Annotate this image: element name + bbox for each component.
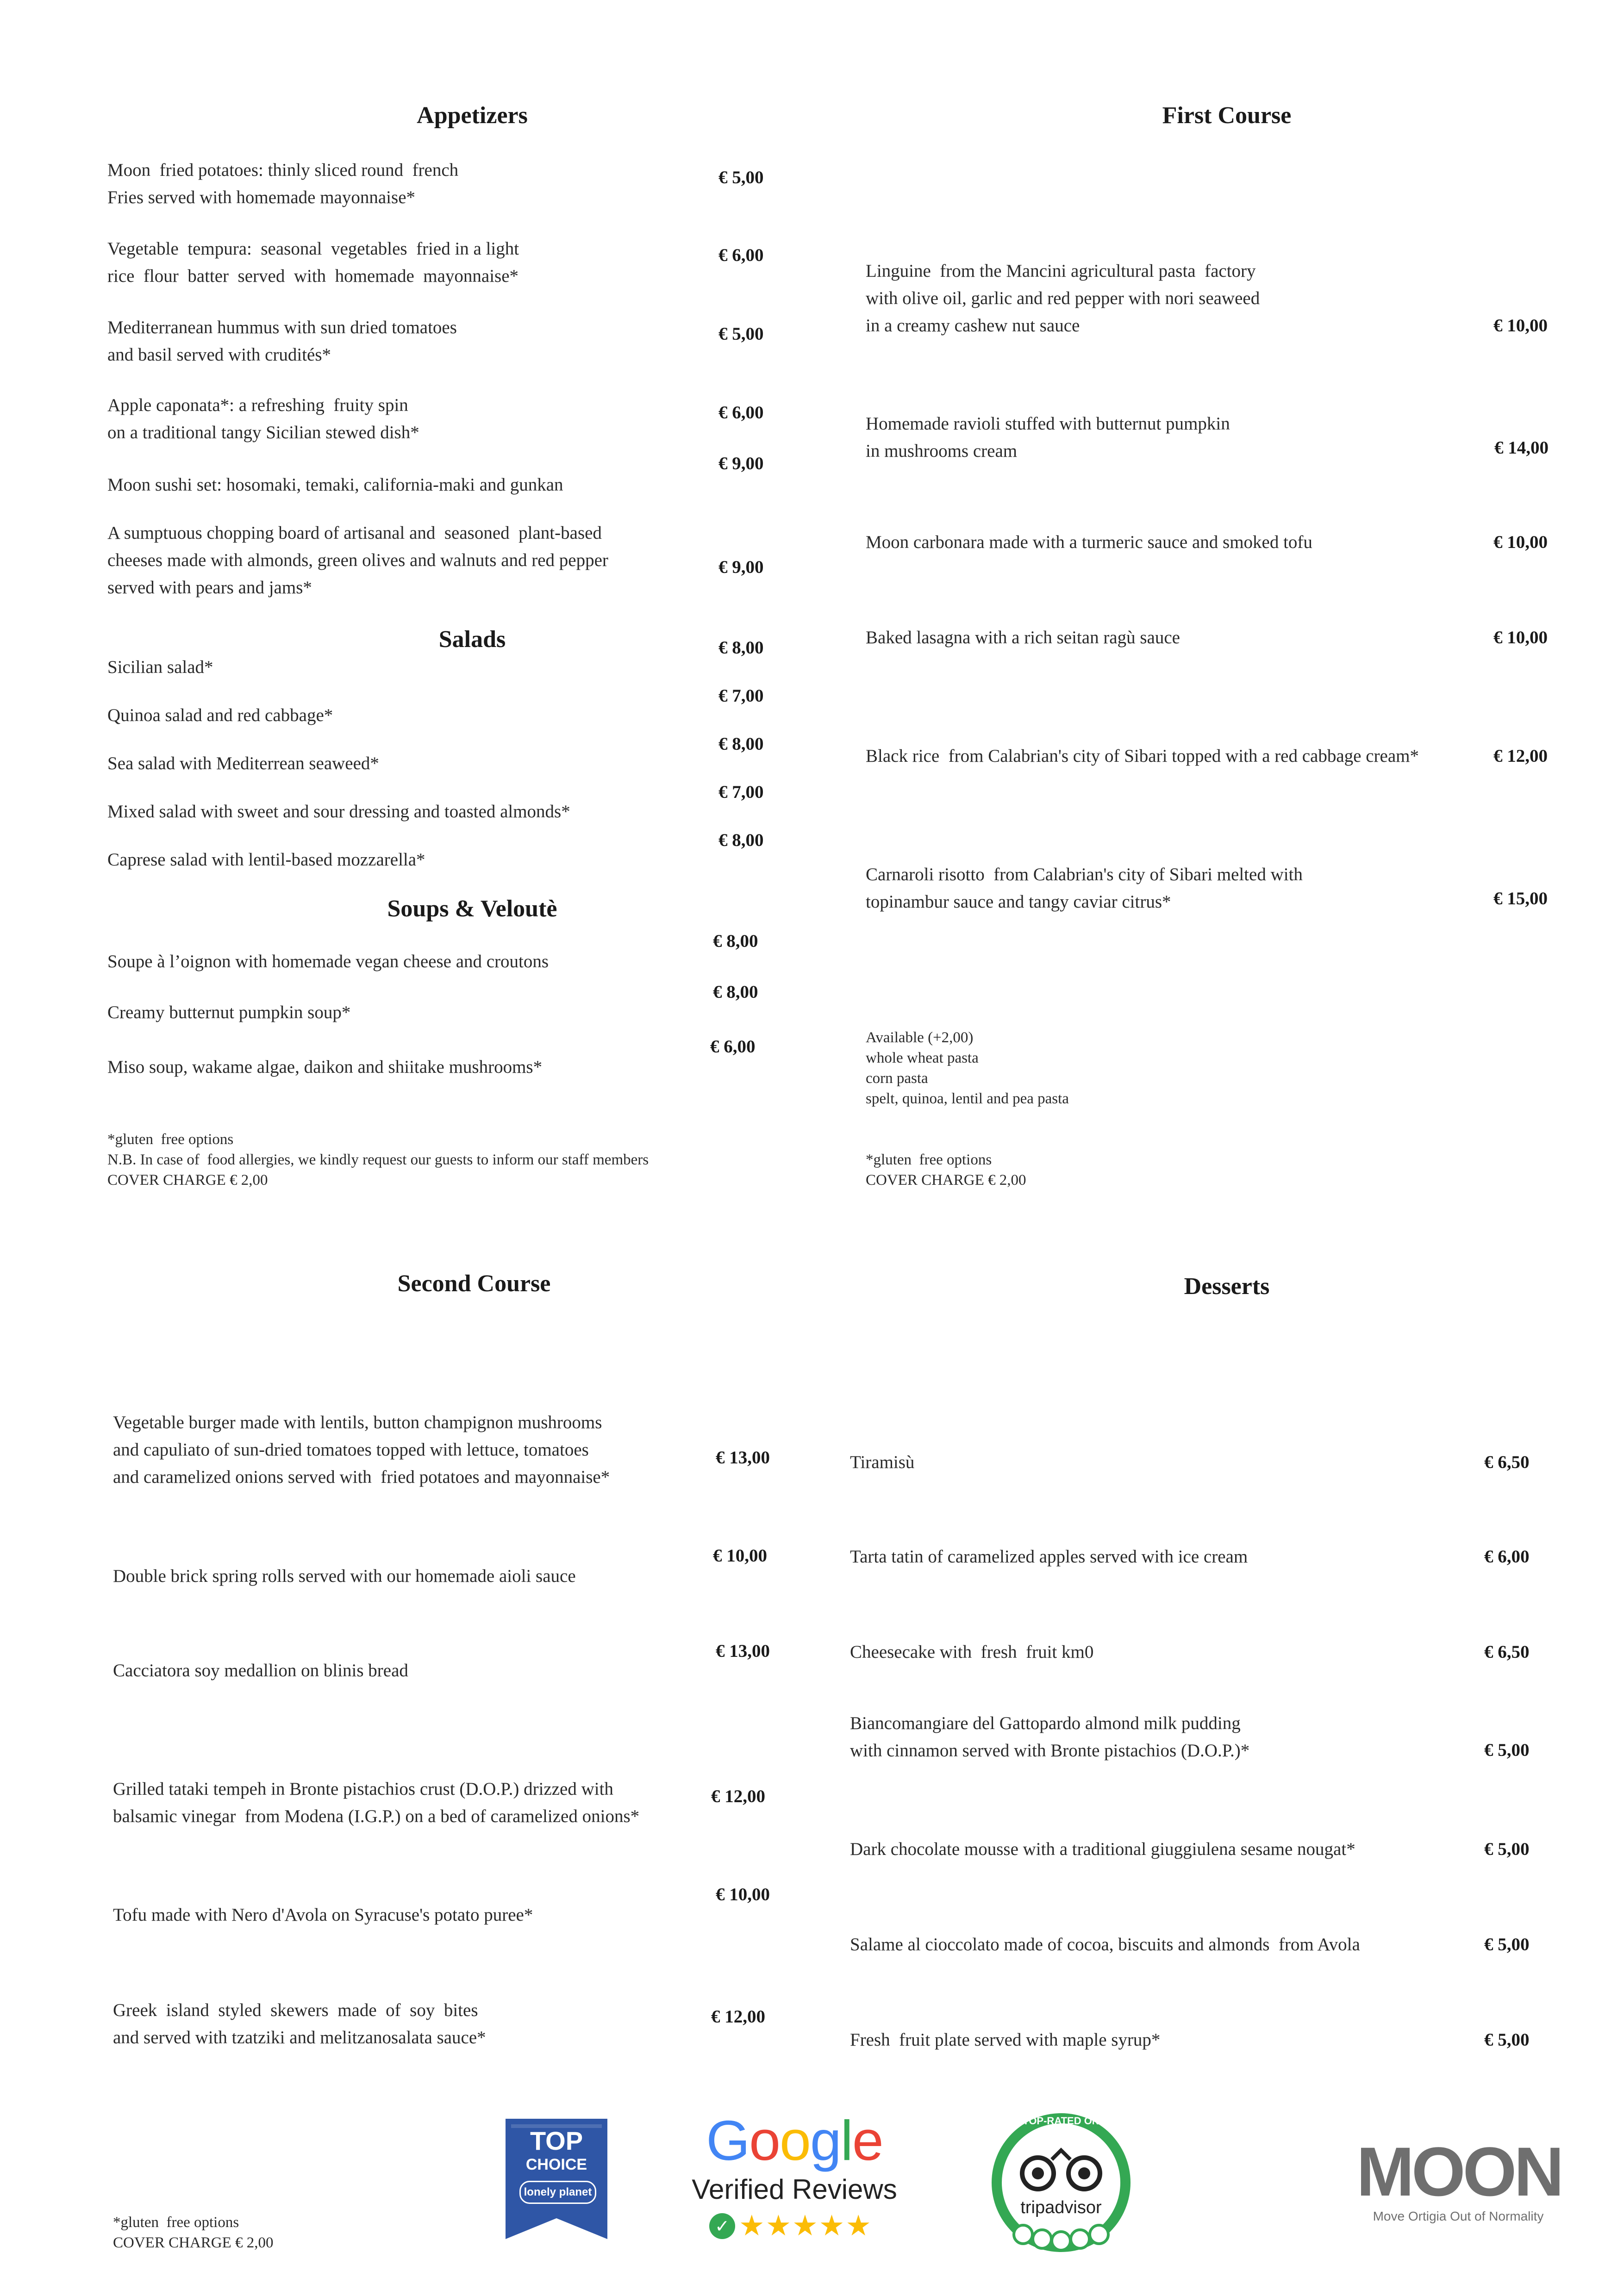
dessert-desc: Salame al cioccolato made of cocoa, biscuits and almonds from Avola xyxy=(850,1935,1360,1954)
lonely-planet-top: TOP xyxy=(530,2126,583,2155)
second-course-desc: Cacciatora soy medallion on blinis bread xyxy=(113,1661,408,1680)
soups-title: Soups & Veloutè xyxy=(387,896,557,922)
soup-desc: Miso soup, wakame algae, daikon and shiitake mushrooms* xyxy=(107,1057,543,1077)
second-course-price: € 10,00 xyxy=(716,1885,770,1904)
first-course-price: € 10,00 xyxy=(1493,628,1548,647)
second-course-price: € 10,00 xyxy=(713,1546,767,1566)
dessert-desc: Tarta tatin of caramelized apples served with ice cream xyxy=(850,1547,1248,1567)
appetizer-desc: A sumptuous chopping board of artisanal and seasoned plant-based cheeses made with almonds, green olives and walnuts and red pepper served with pears and jams* xyxy=(107,523,608,597)
google-verified-caption: Verified Reviews xyxy=(692,2174,897,2205)
first-course-price: € 12,00 xyxy=(1493,746,1548,766)
dessert-desc: Cheesecake with fresh fruit km0 xyxy=(850,1642,1094,1662)
first-course-price: € 15,00 xyxy=(1493,889,1548,908)
dessert-desc: Tiramisù xyxy=(850,1452,915,1472)
lonely-planet-badge xyxy=(506,2119,607,2239)
second-course-desc: Vegetable burger made with lentils, button champignon mushrooms and capuliato of sun-dried tomatoes topped with lettuce, tomatoes and caramelized onions served with fried potatoes and mayonnaise* xyxy=(113,1412,610,1487)
salad-desc: Sicilian salad* xyxy=(107,657,213,677)
dessert-price: € 5,00 xyxy=(1484,2030,1530,2050)
pasta-options-note: Available (+2,00) whole wheat pasta corn pasta spelt, quinoa, lentil and pea pasta xyxy=(866,1029,1069,1107)
moon-wordmark: MOON xyxy=(1356,2133,1562,2210)
dessert-price: € 6,50 xyxy=(1484,1642,1530,1662)
tripadvisor-badge xyxy=(987,2109,1135,2257)
first-course-desc: Linguine from the Mancini agricultural pasta factory with olive oil, garlic and red pepper with nori seaweed in a creamy cashew nut sauce xyxy=(866,261,1260,336)
first-course-price: € 14,00 xyxy=(1494,438,1549,458)
soup-price: € 6,00 xyxy=(710,1037,756,1057)
appetizer-price: € 5,00 xyxy=(718,168,764,187)
salad-price: € 8,00 xyxy=(718,734,764,754)
salad-desc: Caprese salad with lentil-based mozzarella* xyxy=(107,850,425,870)
moon-tagline: Move Ortigia Out of Normality xyxy=(1373,2209,1544,2223)
first-course-price: € 10,00 xyxy=(1493,316,1548,336)
second-course-price: € 13,00 xyxy=(716,1448,770,1468)
first-course-desc: Baked lasagna with a rich seitan ragù sauce xyxy=(866,628,1180,647)
lonely-planet-choice: CHOICE xyxy=(525,2156,587,2173)
second-course-desc: Grilled tataki tempeh in Bronte pistachios crust (D.O.P.) drizzed with balsamic vinegar from Modena (I.G.P.) on a bed of caramelized onions* xyxy=(113,1779,640,1826)
tripadvisor-arc-label: TOP-RATED ON xyxy=(1023,2115,1099,2127)
appetizers-title: Appetizers xyxy=(417,102,528,129)
appetizer-desc: Mediterranean hummus with sun dried tomatoes and basil served with crudités* xyxy=(107,317,457,365)
soup-desc: Soupe à l’oignon with homemade vegan cheese and croutons xyxy=(107,952,549,971)
tripadvisor-brand: tripadvisor xyxy=(1020,2198,1102,2217)
second-course-note: *gluten free options COVER CHARGE € 2,00 xyxy=(113,2214,274,2251)
first-course-price: € 10,00 xyxy=(1493,532,1548,552)
salad-price: € 8,00 xyxy=(718,638,764,658)
google-check-icon: ✓ xyxy=(709,2213,735,2239)
dessert-price: € 5,00 xyxy=(1484,1935,1530,1954)
second-course-desc: Greek island styled skewers made of soy bites and served with tzatziki and melitzanosalata sauce* xyxy=(113,2000,486,2047)
desserts-title: Desserts xyxy=(1184,1273,1270,1300)
soup-price: € 8,00 xyxy=(713,931,758,951)
appetizer-price: € 5,00 xyxy=(718,324,764,344)
salad-price: € 7,00 xyxy=(718,782,764,802)
appetizer-price: € 9,00 xyxy=(718,557,764,577)
soup-price: € 8,00 xyxy=(713,982,758,1002)
google-verified-reviews-badge xyxy=(674,2110,915,2249)
first-course-title: First Course xyxy=(1162,102,1292,129)
tripadvisor-owl-icon xyxy=(987,2109,1135,2257)
dessert-price: € 6,00 xyxy=(1484,1547,1530,1567)
lonely-planet-brand: lonely planet xyxy=(519,2181,596,2204)
salad-price: € 8,00 xyxy=(718,830,764,850)
first-course-desc: Homemade ravioli stuffed with butternut pumpkin in mushrooms cream xyxy=(866,414,1230,461)
moon-logo xyxy=(1356,2134,1560,2236)
salad-price: € 7,00 xyxy=(718,686,764,706)
second-course-price: € 13,00 xyxy=(716,1641,770,1661)
appetizer-price: € 6,00 xyxy=(718,245,764,265)
soup-desc: Creamy butternut pumpkin soup* xyxy=(107,1002,351,1022)
salad-desc: Mixed salad with sweet and sour dressing and toasted almonds* xyxy=(107,802,570,821)
second-course-price: € 12,00 xyxy=(711,2007,765,2027)
appetizer-price: € 9,00 xyxy=(718,454,764,473)
first-course-desc: Black rice from Calabrian's city of Sibari topped with a red cabbage cream* xyxy=(866,746,1419,766)
salads-title: Salads xyxy=(438,626,506,653)
appetizer-price: € 6,00 xyxy=(718,403,764,423)
second-course-price: € 12,00 xyxy=(711,1786,765,1806)
appetizer-desc: Apple caponata*: a refreshing fruity spin on a traditional tangy Sicilian stewed dish* xyxy=(107,395,419,442)
appetizer-desc: Vegetable tempura: seasonal vegetables fried in a light rice flour batter served with homemade mayonnaise* xyxy=(107,239,519,286)
google-logo-text: Google xyxy=(706,2109,883,2172)
dessert-price: € 5,00 xyxy=(1484,1839,1530,1859)
salad-desc: Sea salad with Mediterrean seaweed* xyxy=(107,753,379,773)
left-top-note: *gluten free options N.B. In case of food allergies, we kindly request our guests to inform our staff members COVER CHARGE € 2,00 xyxy=(107,1131,649,1188)
google-stars-icon: ★★★★★ xyxy=(739,2209,872,2242)
first-course-note: *gluten free options COVER CHARGE € 2,00 xyxy=(866,1151,1026,1188)
first-course-desc: Moon carbonara made with a turmeric sauce and smoked tofu xyxy=(866,532,1312,552)
second-course-title: Second Course xyxy=(397,1270,551,1297)
dessert-desc: Fresh fruit plate served with maple syrup* xyxy=(850,2030,1161,2050)
dessert-desc: Biancomangiare del Gattopardo almond milk pudding with cinnamon served with Bronte pistachios (D.O.P.)* xyxy=(850,1713,1250,1761)
dessert-price: € 6,50 xyxy=(1484,1452,1530,1472)
appetizer-desc: Moon fried potatoes: thinly sliced round french Fries served with homemade mayonnaise* xyxy=(107,160,459,207)
second-course-desc: Tofu made with Nero d'Avola on Syracuse's potato puree* xyxy=(113,1905,533,1925)
first-course-desc: Carnaroli risotto from Calabrian's city of Sibari melted with topinambur sauce and tangy caviar citrus* xyxy=(866,865,1303,912)
dessert-desc: Dark chocolate mousse with a traditional giuggiulena sesame nougat* xyxy=(850,1839,1355,1859)
appetizer-desc: Moon sushi set: hosomaki, temaki, california-maki and gunkan xyxy=(107,475,563,495)
salad-desc: Quinoa salad and red cabbage* xyxy=(107,705,333,725)
dessert-price: € 5,00 xyxy=(1484,1740,1530,1760)
second-course-desc: Double brick spring rolls served with our homemade aioli sauce xyxy=(113,1566,576,1586)
